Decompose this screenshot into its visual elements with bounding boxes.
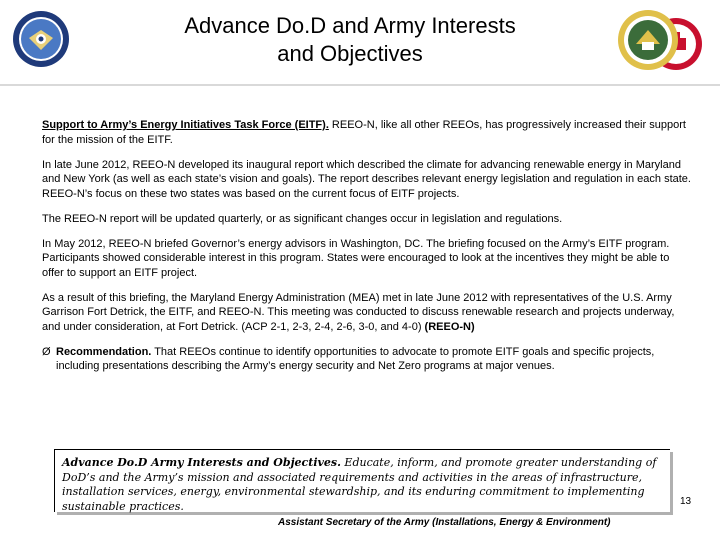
department-of-defense-seal [12, 10, 70, 68]
paragraph-governor-briefing: In May 2012, REEO-N briefed Governor’s energy advisors in Washington, DC. The briefing focused on the Army’s EITF program. Participants showed considerable interest in this program. States were encouraged to look at the incentives they might be able to offer to support an EITF project. [42, 237, 670, 279]
callout-body: Educate, inform, and promote greater understanding of DoD’s and the Army’s mission and associated requirements and activities in the areas of infrastructure, installation services, energy, environmental stewardship, and its enduring commitment to implementing sustainable practices. [62, 456, 657, 514]
recommendation-label: Recommendation. [56, 345, 152, 358]
body-content [42, 118, 692, 374]
paragraph-eitf-support [42, 118, 692, 147]
title-divider [0, 84, 720, 86]
callout-text [62, 456, 668, 515]
callout-title: Advance Do.D Army Interests and Objectives. [62, 456, 341, 469]
recommendation-text: That REEOs continue to identify opportunities to advocate to promote EITF goals and specific projects, including presentations describing the Army’s energy security and Net Zero programs at major venues. [56, 345, 655, 372]
eitf-support-text: REEO-N, like all other REEOs, has progressively increased their support for the mission of the EITF. [42, 119, 686, 146]
mea-meeting-text: As a result of this briefing, the Maryland Energy Administration (MEA) met in late June 2012 with representatives of the U.S. Army Garrison Fort Detrick, the EITF, and REEO-N. This meeting was conducted to discuss renewable research and projects underway, and under consideration, at Fort Detrick. (ACP 2-1, 2-3, 2-4, 2-6, 3-0, and 4-0) [42, 291, 675, 333]
title-line-1: Advance Do.D and Army Interests [184, 13, 516, 38]
footer-organization: Assistant Secretary of the Army (Installations, Energy & Environment) [278, 517, 611, 528]
arrow-bullet-icon: Ø [42, 345, 51, 358]
recommendation-body [56, 345, 692, 374]
page-title [140, 12, 560, 68]
recommendation-bullet [42, 345, 692, 374]
paragraph-inaugural-report: In late June 2012, REEO-N developed its inaugural report which described the climate for advancing renewable energy in Maryland and New York (as well as each state’s vision and goals). The report describes relevant energy legislation and regulation in each state. REEO-N’s focus on these two states was based on the current focus of EITF projects. [42, 158, 691, 200]
army-seals [614, 8, 710, 72]
reeo-n-tag: (REEO-N) [424, 320, 475, 333]
title-line-2: and Objectives [277, 41, 423, 66]
paragraph-quarterly-update: The REEO-N report will be updated quarterly, or as significant changes occur in legislation and regulations. [42, 212, 563, 225]
paragraph-mea-meeting [42, 291, 692, 335]
page-number: 13 [680, 496, 692, 507]
eitf-support-heading: Support to Army’s Energy Initiatives Task Force (EITF). [42, 119, 329, 131]
